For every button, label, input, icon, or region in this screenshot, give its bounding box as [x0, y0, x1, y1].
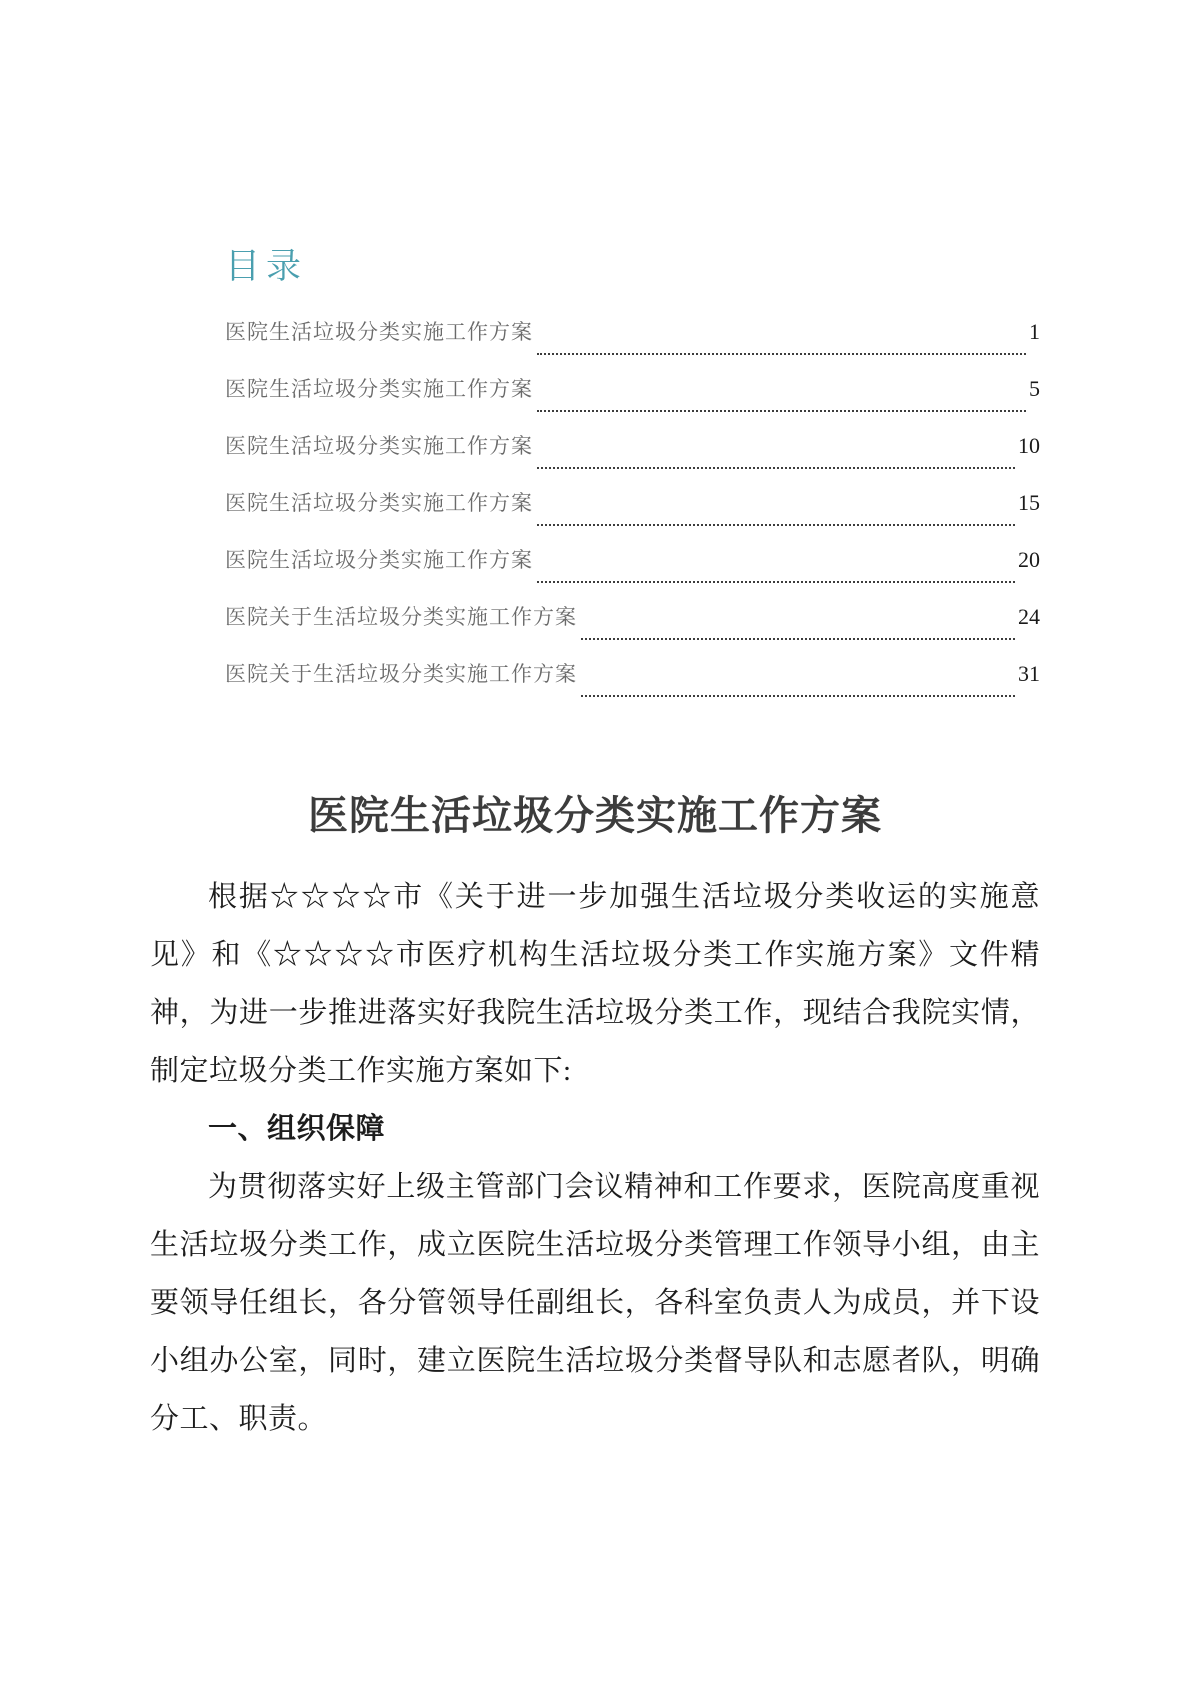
toc-dot-leader [537, 581, 1015, 583]
article-paragraph: 为贯彻落实好上级主管部门会议精神和工作要求，医院高度重视生活垃圾分类工作，成立医院生活垃圾分类管理工作领导小组，由主要领导任组长，各分管领导任副组长，各科室负责人为成员，并下设小组办公室，同时，建立医院生活垃圾分类督导队和志愿者队，明确分工、职责。 [150, 1171, 1040, 1435]
toc-entry-title: 医院生活垃圾分类实施工作方案 [225, 549, 533, 572]
table-of-contents [225, 303, 1040, 702]
toc-dot-leader [537, 524, 1015, 526]
toc-entry-page-number: 31 [1018, 661, 1040, 686]
toc-entry-page-number: 24 [1018, 604, 1040, 629]
toc-entry-title: 医院生活垃圾分类实施工作方案 [225, 492, 533, 515]
article-paragraph: 根据☆☆☆☆市《关于进一步加强生活垃圾分类收运的实施意见》和《☆☆☆☆市医疗机构生活垃圾分类工作实施方案》文件精神，为进一步推进落实好我院生活垃圾分类工作，现结合我院实情，制定垃圾分类工作实施方案如下: [150, 881, 1040, 1087]
toc-entry[interactable] [225, 474, 1040, 531]
toc-entry[interactable] [225, 531, 1040, 588]
toc-entry[interactable] [225, 417, 1040, 474]
toc-entry-title: 医院生活垃圾分类实施工作方案 [225, 435, 533, 458]
toc-entry[interactable] [225, 303, 1040, 360]
toc-entry-page-number: 5 [1029, 376, 1040, 401]
article-title: 医院生活垃圾分类实施工作方案 [308, 794, 882, 838]
section-heading: 一、组织保障 [208, 1113, 386, 1145]
toc-entry-title: 医院关于生活垃圾分类实施工作方案 [225, 606, 577, 629]
toc-entry-page-number: 1 [1029, 319, 1040, 344]
toc-entry-title: 医院生活垃圾分类实施工作方案 [225, 378, 533, 401]
toc-entry-page-number: 10 [1018, 433, 1040, 458]
toc-dot-leader [581, 695, 1015, 697]
toc-entry-page-number: 15 [1018, 490, 1040, 515]
toc-entry-title: 医院生活垃圾分类实施工作方案 [225, 321, 533, 344]
toc-entry-page-number: 20 [1018, 547, 1040, 572]
toc-entry[interactable] [225, 645, 1040, 702]
toc-dot-leader [537, 410, 1026, 412]
toc-entry[interactable] [225, 588, 1040, 645]
toc-entry[interactable] [225, 360, 1040, 417]
toc-dot-leader [537, 467, 1015, 469]
toc-dot-leader [537, 353, 1026, 355]
toc-dot-leader [581, 638, 1015, 640]
toc-entry-title: 医院关于生活垃圾分类实施工作方案 [225, 663, 577, 686]
toc-heading: 目录 [225, 247, 308, 286]
